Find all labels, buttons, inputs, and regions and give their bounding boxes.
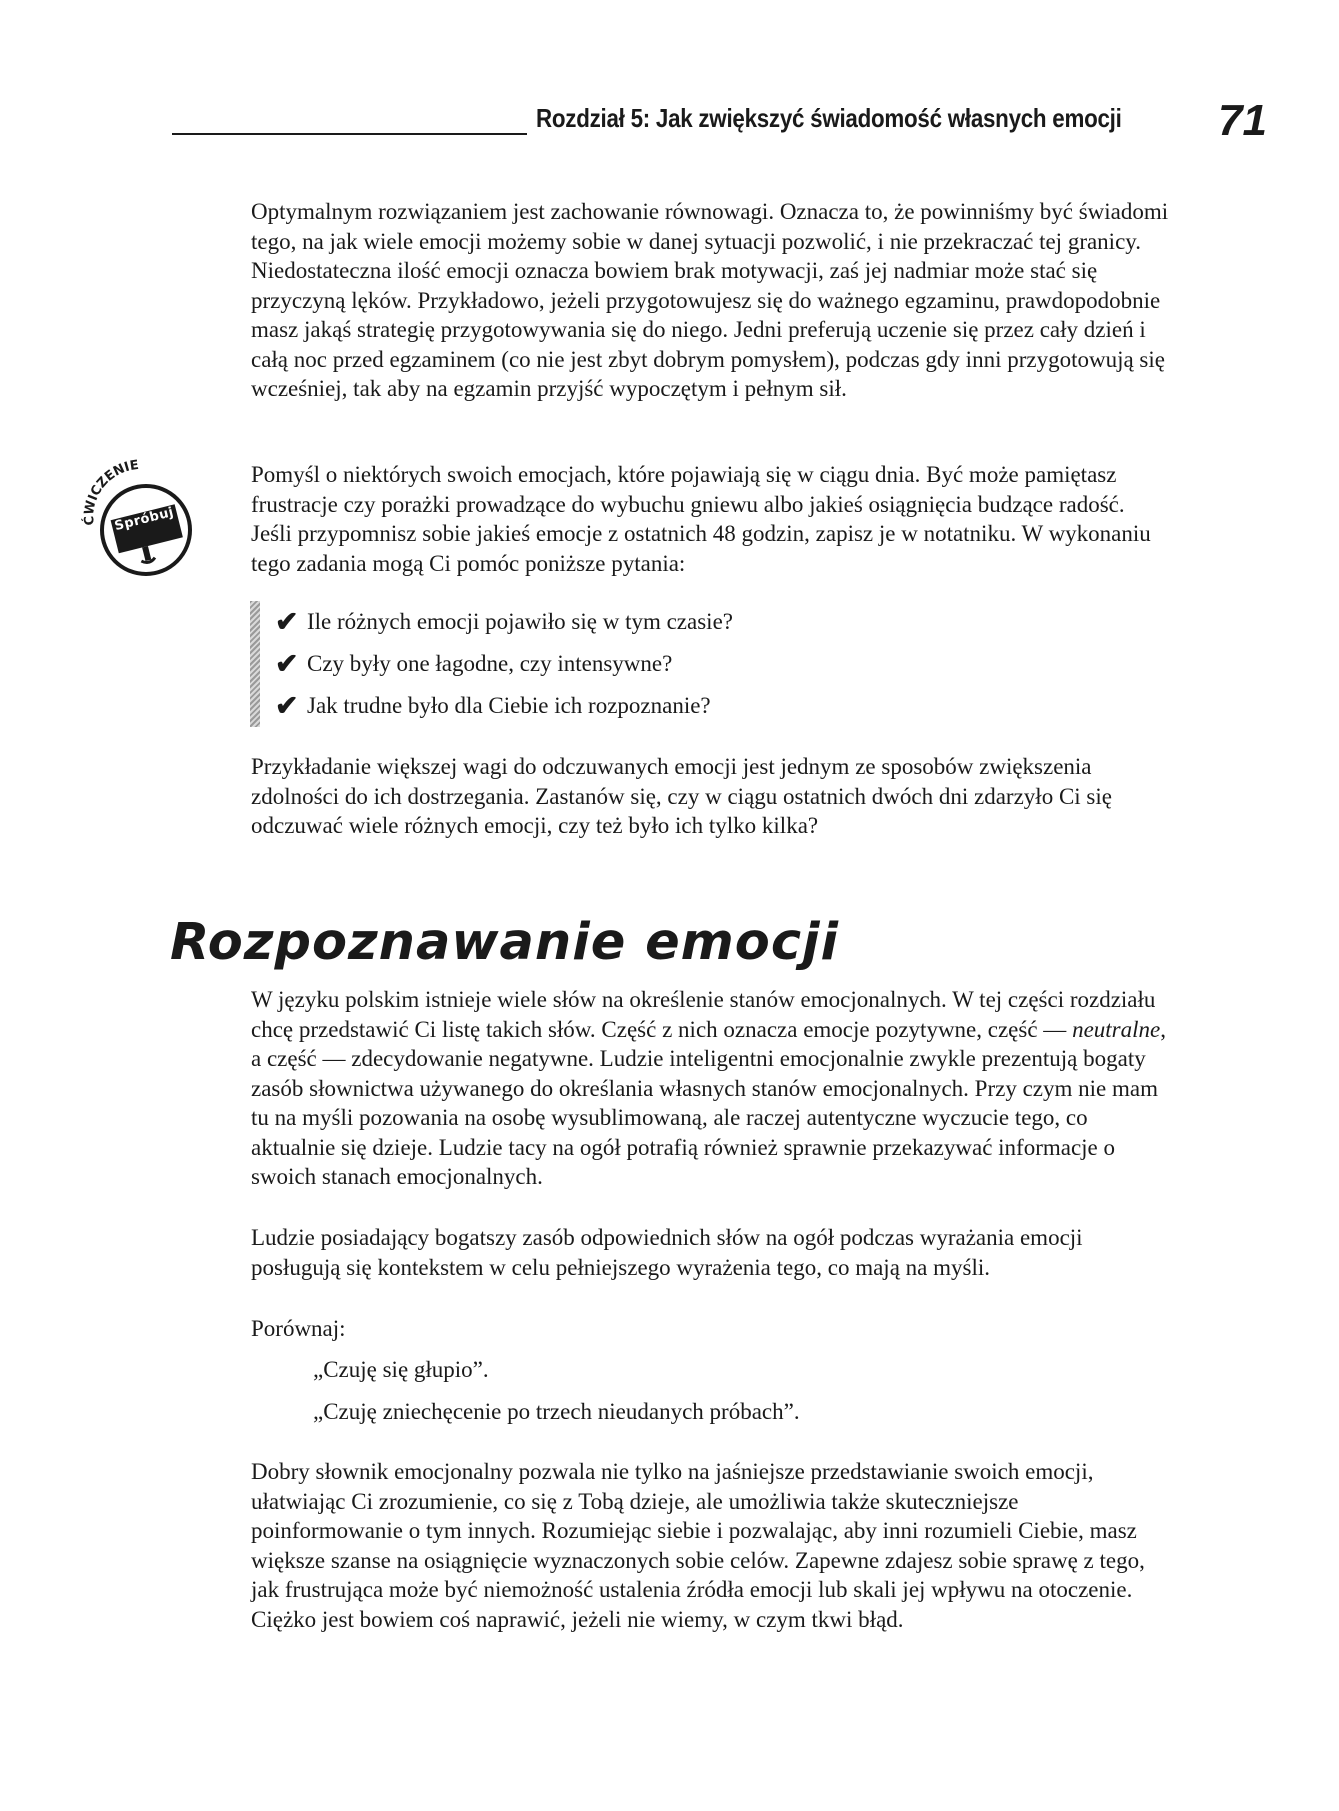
paragraph: Dobry słownik emocjonalny pozwala nie tylko na jaśniejsze przedstawianie swoich emocji, ułatwiając Ci zrozumienie, co się z Tobą dzieje, ale umożliwia także skuteczniejsze poinformowanie o tym innych. Rozumiejąc siebie i pozwalając, aby inni rozumieli Ciebie, masz większe szanse na osiągnięcie wyznaczonych sobie celów. Zapewne zdajesz sobie sprawę z tego, jak frustrująca może być niemożność ustalenia źródła emocji lub skali jej wpływu na otoczenie. Ciężko jest bowiem coś naprawić, jeżeli nie wiemy, w czym tkwi błąd. — [251, 1459, 1145, 1632]
checklist-bar — [250, 601, 260, 727]
paragraph: Pomyśl o niektórych swoich emocjach, które pojawiają się w ciągu dnia. Być może pamiętasz frustracje czy porażki prowadzące do wybuchu gniewu albo jakieś osiągnięcia budzące radość. Jeśli przypomnisz sobie jakieś emocje z ostatnich 48 godzin, zapisz je w notatniku. W wykonaniu tego zadania mogą Ci pomóc poniższe pytania: — [251, 462, 1151, 576]
running-head: Rozdział 5: Jak zwiększyć świadomość własnych emocji — [536, 103, 1122, 133]
paragraph: Przykładanie większej wagi do odczuwanych emocji jest jednym ze sposobów zwiększenia zdolności do ich dostrzegania. Zastanów się, czy w ciągu ostatnich dwóch dni zdarzyło Ci się odczuwać wiele różnych emocji, czy też było ich tylko kilka? — [251, 754, 1112, 838]
paragraph-text: W języku polskim istnieje wiele słów na określenie stanów emocjonalnych. W tej części rozdziału chcę przedstawić Ci listę takich słów. Część z nich oznacza emocje pozytywne, część — — [251, 987, 1156, 1042]
checkmark-icon: ✔ — [275, 649, 299, 680]
paragraph-text: , a część — zdecydowanie negatywne. Ludzie inteligentni emocjonalnie zwykle prezentują bogaty zasób słownictwa używanego do określania własnych stanów emocjonalnych. Przy czym nie mam tu na myśli pozowania na osobę wysublimowaną, ale raczej autentyczne wyczucie tego, co aktualnie się dzieje. Ludzie tacy na ogół potrafią również sprawnie przekazywać informacje o swoich stanach emocjonalnych. — [251, 1016, 1166, 1189]
checkmark-icon: ✔ — [275, 607, 299, 638]
list-item — [275, 685, 733, 727]
quote: „Czuję się głupio”. — [313, 1357, 489, 1382]
list-item — [275, 643, 733, 685]
exercise-badge-icon — [64, 455, 214, 585]
list-item — [275, 601, 733, 643]
page-number: 71 — [1218, 96, 1267, 145]
section-heading: Rozpoznawanie emocji — [170, 913, 840, 972]
paragraph — [251, 985, 1171, 1192]
paragraph: Porównaj: — [251, 1316, 346, 1341]
checkmark-icon: ✔ — [275, 691, 299, 722]
list-item-text: Czy były one łagodne, czy intensywne? — [307, 651, 673, 676]
list-item-text: Ile różnych emocji pojawiło się w tym czasie? — [307, 609, 733, 634]
badge-arc-text: ĆWICZENIE — [81, 457, 140, 526]
emphasis-text: neutralne — [1072, 1016, 1161, 1042]
badge-label: Spróbuj — [113, 504, 176, 535]
list-item-text: Jak trudne było dla Ciebie ich rozpoznanie? — [307, 693, 711, 718]
paragraph: Ludzie posiadający bogatszy zasób odpowiednich słów na ogół podczas wyrażania emocji posługują się kontekstem w celu pełniejszego wyrażenia tego, co mają na myśli. — [251, 1225, 1083, 1280]
checklist — [275, 601, 733, 727]
quote: „Czuję zniechęcenie po trzech nieudanych próbach”. — [313, 1399, 800, 1424]
paragraph: Optymalnym rozwiązaniem jest zachowanie równowagi. Oznacza to, że powinniśmy być świadomi tego, na jak wiele emocji możemy sobie w danej sytuacji pozwolić, i nie przekraczać tej granicy. Niedostateczna ilość emocji oznacza bowiem brak motywacji, zaś jej nadmiar może stać się przyczyną lęków. Przykładowo, jeżeli przygotowujesz się do ważnego egzaminu, prawdopodobnie masz jakąś strategię przygotowywania się do niego. Jedni preferują uczenie się przez cały dzień i całą noc przed egzaminem (co nie jest zbyt dobrym pomysłem), podczas gdy inni przygotowują się wcześniej, tak aby na egzamin przyjść wypoczętym i pełnym sił. — [251, 199, 1169, 401]
header-rule — [172, 133, 527, 135]
